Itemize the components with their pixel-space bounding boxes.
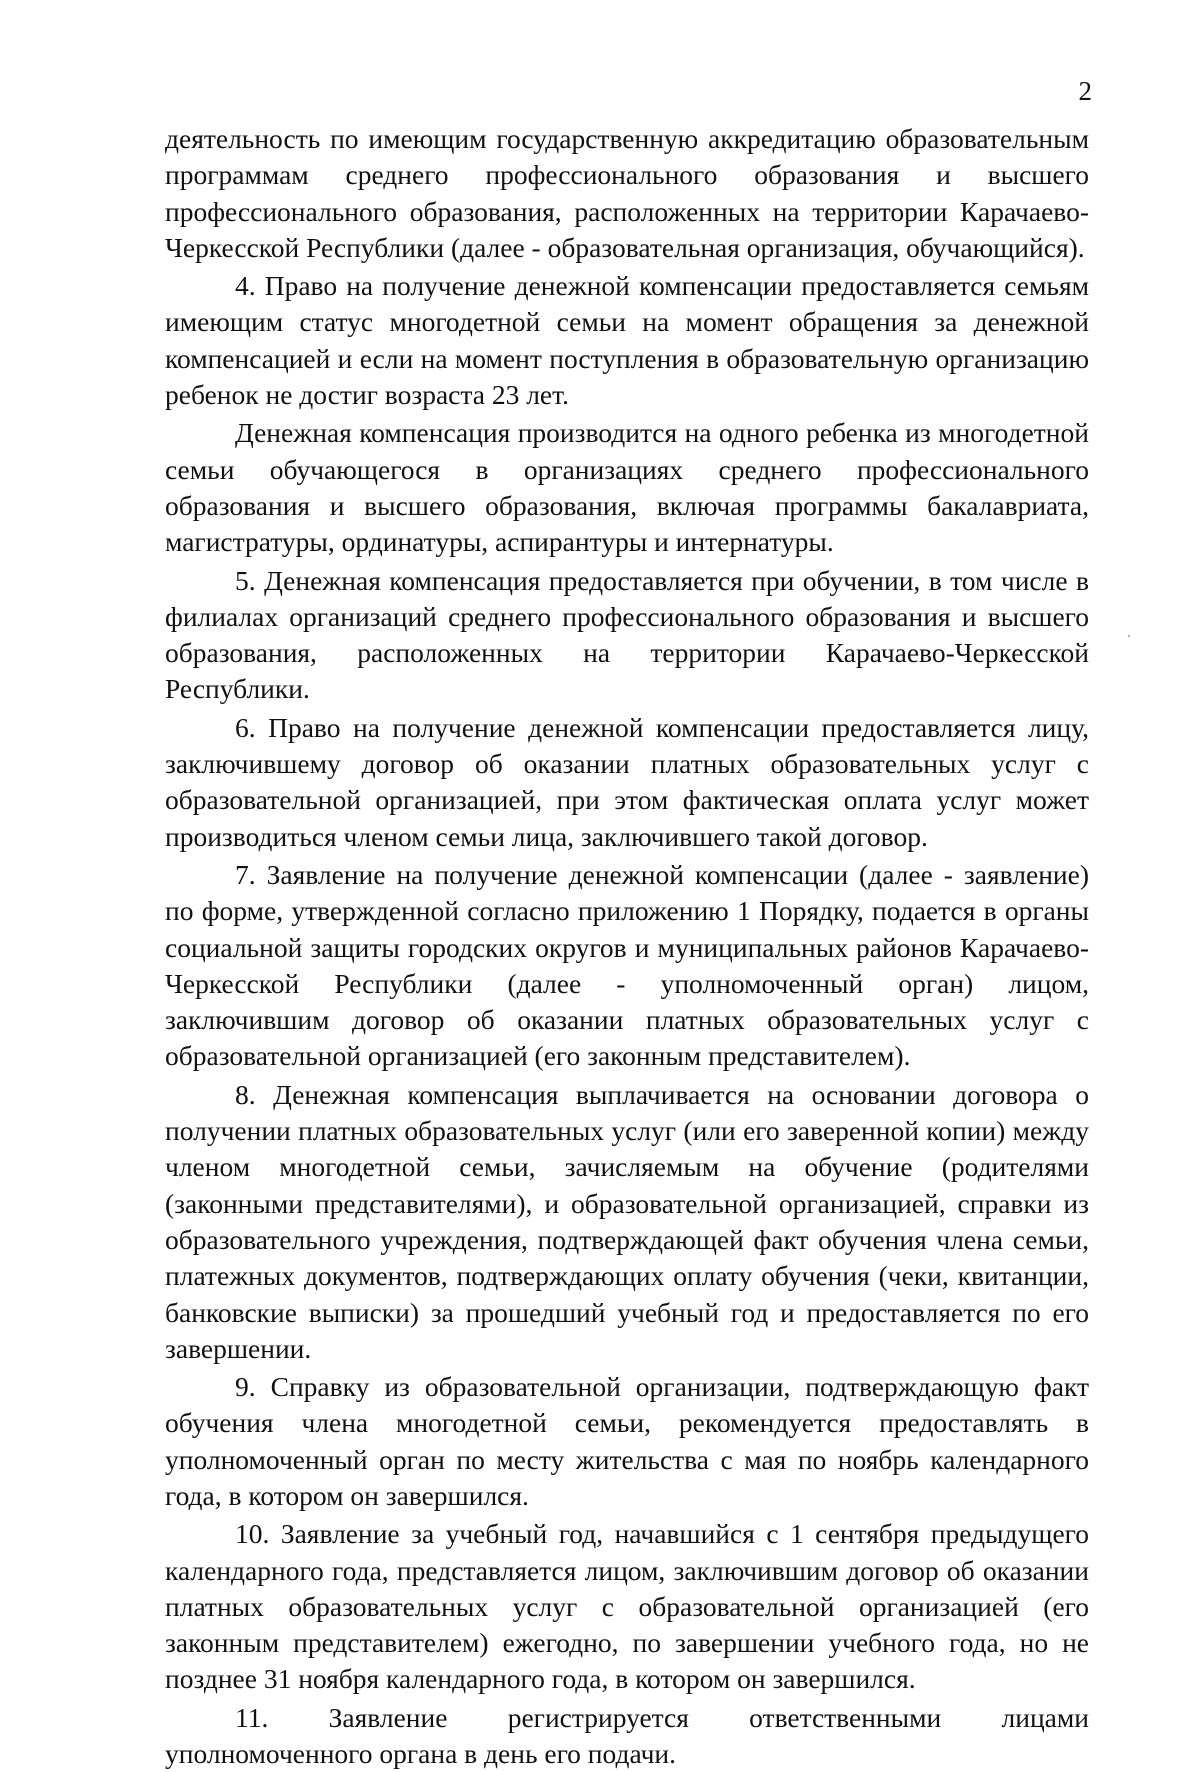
paragraph-item-6: 6. Право на получение денежной компенсации предоставляется лицу, заключившему договор об оказании платных образовательных услуг с образовательной организацией, при этом фактическая оплата услуг может производиться членом семьи лица, заключившего такой договор.: [165, 711, 1089, 852]
page-number: 2: [1078, 76, 1092, 106]
paragraph-item-4-compensation-scope: Денежная компенсация производится на одного ребенка из многодетной семьи обучающегося в организациях среднего профессионального образования и высшего образования, включая программы бакалавриата, магистратуры, ординатуры, аспирантуры и интернатуры.: [165, 417, 1089, 558]
paragraph-item-4: 4. Право на получение денежной компенсации предоставляется семьям имеющим статус многодетной семьи на момент обращения за денежной компенсацией и если на момент поступления в образовательную организацию ребенок не достиг возраста 23 лет.: [165, 270, 1089, 411]
paragraph-item-9: 9. Справку из образовательной организации, подтверждающую факт обучения члена многодетной семьи, рекомендуется предоставлять в уполномоченный орган по месту жительства с мая по ноябрь календарного года, в котором он завершился.: [165, 1371, 1089, 1511]
paragraph-item-5: 5. Денежная компенсация предоставляется при обучении, в том числе в филиалах организаций среднего профессионального образования и высшего образования, расположенных на территории Карачаево-Черкесской Республики.: [165, 564, 1089, 705]
paragraph-item-10: 10. Заявление за учебный год, начавшийся с 1 сентября предыдущего календарного года, представляется лицом, заключившим договор об оказании платных образовательных услуг с образовательной организацией (его законным представителем) ежегодно, по завершении учебного года, но не позднее 31 ноября календарного года, в котором он завершился.: [165, 1518, 1089, 1695]
paragraph-item-7: 7. Заявление на получение денежной компенсации (далее - заявление) по форме, утвержденной согласно приложению 1 Порядку, подается в органы социальной защиты городских округов и муниципальных районов Карачаево-Черкесской Республики (далее - уполномоченный орган) лицом, заключившим договор об оказании платных образовательных услуг с образовательной организацией (его законным представителем).: [165, 858, 1089, 1072]
paragraph-item-11: 11. Заявление регистрируется ответственными лицами уполномоченного органа в день его подачи.: [165, 1701, 1089, 1770]
scan-speck: [1128, 635, 1130, 637]
paragraph-item-8: 8. Денежная компенсация выплачивается на основании договора о получении платных образовательных услуг (или его заверенной копии) между членом многодетной семьи, зачисляемым на обучение (родителями (законными представителями), и образовательной организацией, справки из образовательного учреждения, подтверждающей факт обучения члена семьи, платежных документов, подтверждающих оплату обучения (чеки, квитанции, банковские выписки) за прошедший учебный год и предоставляется по его завершении.: [165, 1078, 1089, 1364]
paragraph-continuation: деятельность по имеющим государственную аккредитацию образовательным программам среднего профессионального образования и высшего профессионального образования, расположенных на территории Карачаево-Черкесской Республики (далее - образовательная организация, обучающийся).: [165, 123, 1089, 263]
document-body: [165, 121, 1089, 1772]
